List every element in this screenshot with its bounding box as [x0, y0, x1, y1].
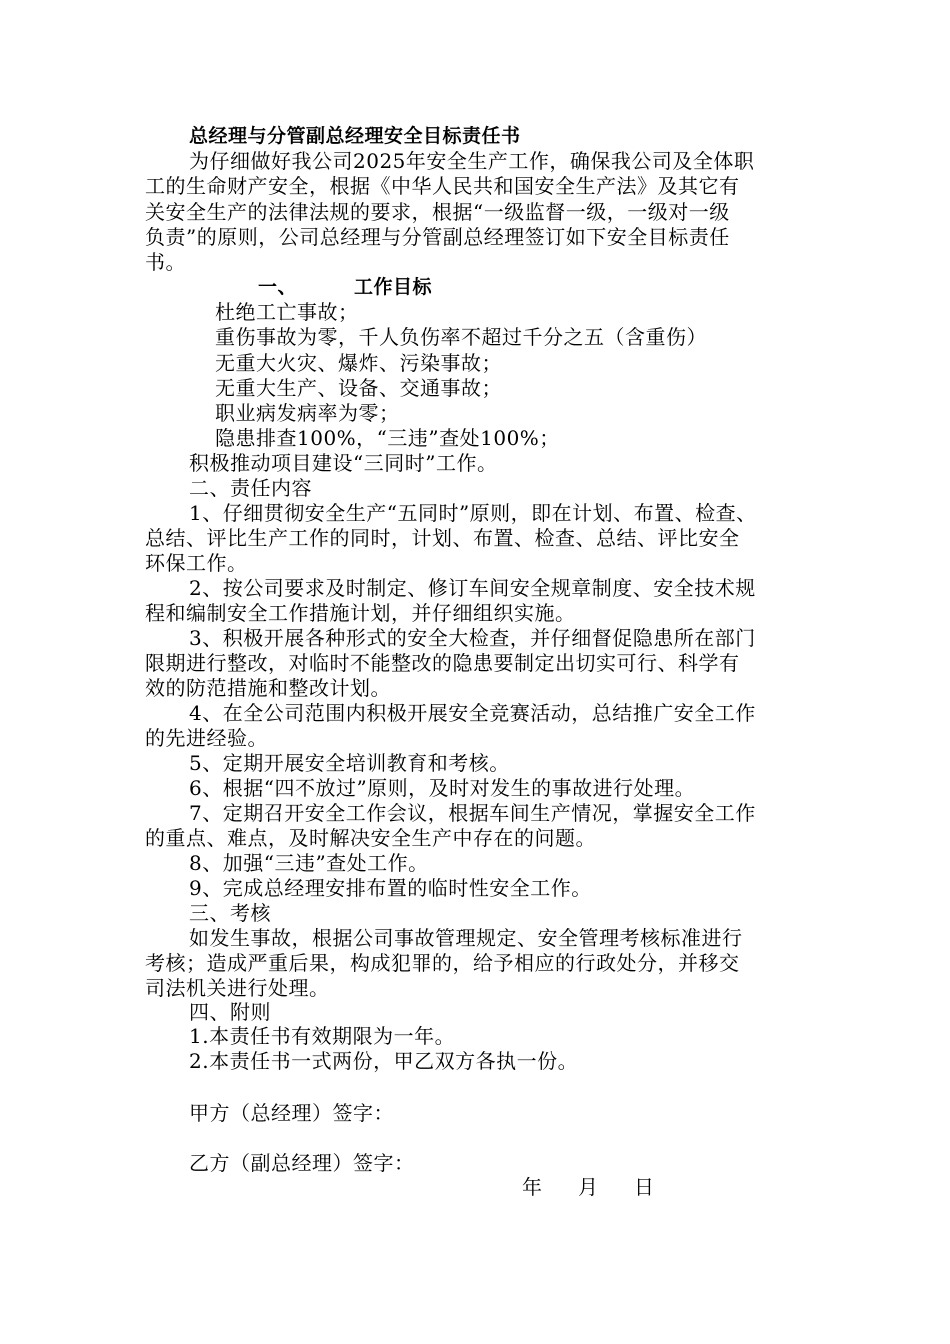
- section4-heading: 四、附则: [189, 1000, 271, 1024]
- intro-line: 关安全生产的法律法规的要求，根据“一级监督一级，一级对一级: [145, 200, 730, 224]
- goal-item: 重伤事故为零，千人负伤率不超过千分之五（含重伤）: [215, 325, 707, 349]
- signature-party-b: 乙方（副总经理）签字：: [189, 1151, 415, 1175]
- assessment-line: 考核；造成严重后果，构成犯罪的，给予相应的行政处分，并移交: [145, 951, 740, 975]
- goal-item: 无重大生产、设备、交通事故；: [215, 376, 502, 400]
- goal-item: 杜绝工亡事故；: [215, 300, 359, 324]
- section3-heading: 三、考核: [189, 901, 271, 925]
- signature-party-a: 甲方（总经理）签字：: [189, 1101, 394, 1125]
- section1-title: 工作目标: [354, 276, 433, 298]
- responsibility-line: 程和编制安全工作措施计划，并仔细组织实施。: [145, 601, 576, 625]
- date-year: 年: [522, 1175, 543, 1199]
- assessment-line: 如发生事故，根据公司事故管理规定、安全管理考核标准进行: [189, 926, 743, 950]
- responsibility-line: 环保工作。: [145, 551, 248, 575]
- section2-heading: 二、责任内容: [189, 476, 312, 500]
- responsibility-line: 3、积极开展各种形式的安全大检查，并仔细督促隐患所在部门: [189, 626, 756, 650]
- responsibility-line: 6、根据“四不放过”原则，及时对发生的事故进行处理。: [189, 776, 696, 800]
- intro-line: 工的生命财产安全，根据《中华人民共和国安全生产法》及其它有: [145, 174, 740, 198]
- responsibility-line: 7、定期召开安全工作会议，根据车间生产情况，掌握安全工作: [189, 801, 756, 825]
- intro-line: 为仔细做好我公司2025年安全生产工作，确保我公司及全体职: [189, 149, 755, 173]
- responsibility-line: 5、定期开展安全培训教育和考核。: [189, 751, 510, 775]
- assessment-line: 司法机关进行处理。: [145, 976, 330, 1000]
- signature-date: [522, 1174, 950, 1200]
- responsibility-line: 2、按公司要求及时制定、修订车间安全规章制度、安全技术规: [189, 576, 756, 600]
- responsibility-line: 的先进经验。: [145, 726, 268, 750]
- intro-line: 书。: [145, 250, 186, 274]
- goal-item: 无重大火灾、爆炸、污染事故；: [215, 351, 502, 375]
- rule-item: 1.本责任书有效期限为一年。: [189, 1024, 456, 1048]
- responsibility-line: 的重点、难点，及时解决安全生产中存在的问题。: [145, 826, 596, 850]
- responsibility-line: 9、完成总经理安排布置的临时性安全工作。: [189, 876, 592, 900]
- responsibility-line: 效的防范措施和整改计划。: [145, 676, 391, 700]
- responsibility-line: 1、仔细贯彻安全生产“五同时”原则，即在计划、布置、检查、: [189, 501, 757, 525]
- section1-number: 一、: [258, 276, 298, 298]
- date-day: 日: [634, 1175, 655, 1199]
- responsibility-line: 限期进行整改，对临时不能整改的隐患要制定出切实可行、科学有: [145, 651, 740, 675]
- responsibility-line: 4、在全公司范围内积极开展安全竞赛活动，总结推广安全工作: [189, 701, 756, 725]
- document-title: 总经理与分管副总经理安全目标责任书: [189, 125, 521, 147]
- goal-item: 积极推动项目建设“三同时”工作。: [189, 451, 498, 475]
- goal-item: 职业病发病率为零；: [215, 401, 400, 425]
- rule-item: 2.本责任书一式两份，甲乙双方各执一份。: [189, 1049, 579, 1073]
- responsibility-line: 总结、评比生产工作的同时，计划、布置、检查、总结、评比安全: [145, 526, 740, 550]
- goal-item: 隐患排查100%，“三违”查处100%；: [215, 426, 560, 450]
- responsibility-line: 8、加强“三违”查处工作。: [189, 851, 429, 875]
- date-month: 月: [578, 1175, 599, 1199]
- section1-heading: [258, 274, 928, 300]
- intro-line: 负责”的原则，公司总经理与分管副总经理签订如下安全目标责任: [145, 225, 730, 249]
